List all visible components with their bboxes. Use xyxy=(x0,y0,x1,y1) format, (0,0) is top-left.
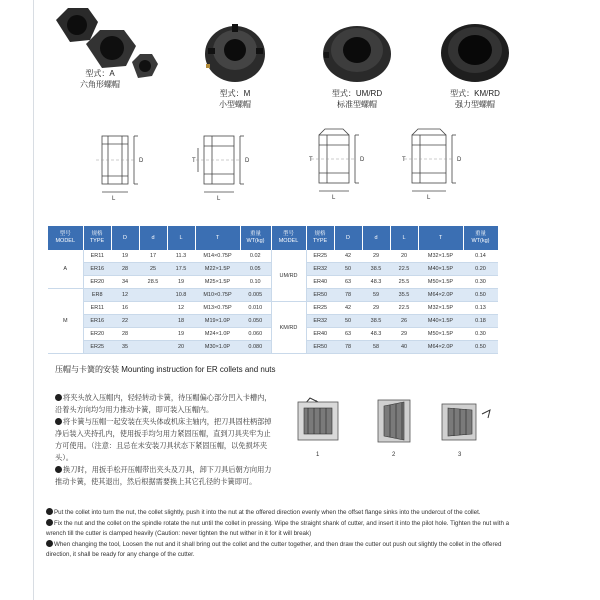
table-cell: 48.3 xyxy=(362,328,390,341)
table-cell: ER25 xyxy=(306,302,334,315)
table-cell: M30×1.0P xyxy=(195,341,240,354)
table-cell: 19 xyxy=(167,276,195,289)
en-step: When changing the tool, Loosen the nut and it shall bring out the collet and the cutter together, and then draw the cutter out push out slightly the collet in the offered direction, it shall be ready for any change of the cutter. xyxy=(46,540,502,559)
bullet-icon xyxy=(46,508,53,515)
table-cell: 63 xyxy=(334,328,362,341)
table-cell: 38.5 xyxy=(362,263,390,276)
dim-label-d: D xyxy=(457,157,462,163)
group-label-a: A xyxy=(48,250,83,289)
table-cell: 42 xyxy=(334,250,362,263)
mounting-instruction-title: 压帽与卡簧的安装 Mounting instruction for ER collets and nuts xyxy=(55,365,276,374)
spec-table xyxy=(48,226,499,354)
table-cell: 40 xyxy=(390,341,418,354)
table-cell: 35.5 xyxy=(390,289,418,302)
table-cell: ER16 xyxy=(83,263,111,276)
table-cell xyxy=(139,341,167,354)
header-weight: 重量 WT(kg) xyxy=(240,226,271,250)
table-cell: ER11 xyxy=(83,302,111,315)
table-cell: 0.10 xyxy=(240,276,271,289)
header-d-inner: d xyxy=(139,226,167,250)
table-cell: ER11 xyxy=(83,250,111,263)
en-step: Fix the nut and the collet on the spindle rotate the nut until the collet in pressing. Wipe the straight shank of cutter, and insert it into the pilot hole. Tighten the nut with a wrench till the cutter is clamped heavily (Caution: never tighten the nut wither in it for it will break) xyxy=(46,519,510,538)
table-header-row xyxy=(48,226,498,250)
table-cell: 28 xyxy=(111,263,139,276)
table-cell: 0.30 xyxy=(463,276,498,289)
header-d-outer: D xyxy=(111,226,139,250)
drawing-type-m xyxy=(190,128,260,208)
table-cell: 28.5 xyxy=(139,276,167,289)
table-cell: 29 xyxy=(362,250,390,263)
table-cell: 28 xyxy=(111,328,139,341)
table-cell: 29 xyxy=(362,302,390,315)
chinese-instructions xyxy=(55,392,277,488)
table-cell: 0.060 xyxy=(240,328,271,341)
dim-label-l: L xyxy=(217,196,221,202)
dim-label-d: D xyxy=(360,157,365,163)
header-model: 型号 MODEL xyxy=(271,226,306,250)
table-cell: 0.050 xyxy=(240,315,271,328)
figure-number: 2 xyxy=(392,452,396,458)
bullet-icon xyxy=(46,519,53,526)
dim-label-l: L xyxy=(112,196,116,202)
table-cell: 22 xyxy=(111,315,139,328)
table-cell: 17 xyxy=(139,250,167,263)
product-name-label: 强力型螺帽 xyxy=(455,100,495,109)
table-cell: M40×1.5P xyxy=(418,315,463,328)
table-cell: M32×1.5P xyxy=(418,250,463,263)
table-cell: 78 xyxy=(334,341,362,354)
drawing-type-km-rd xyxy=(400,125,470,207)
dim-label-l: L xyxy=(427,195,431,201)
table-cell: ER25 xyxy=(83,341,111,354)
table-cell: 12 xyxy=(111,289,139,302)
table-cell: M13×0.75P xyxy=(195,302,240,315)
table-cell: M25×1.5P xyxy=(195,276,240,289)
mounting-figure-1 xyxy=(298,398,338,440)
group-label-km-rd: KM/RD xyxy=(271,302,306,354)
table-cell: 0.20 xyxy=(463,263,498,276)
product-name-label: 标准型螺帽 xyxy=(337,100,377,109)
table-cell: 0.05 xyxy=(240,263,271,276)
table-cell: M22×1.5P xyxy=(195,263,240,276)
table-cell: 0.02 xyxy=(240,250,271,263)
table-cell: M32×1.5P xyxy=(418,302,463,315)
table-cell: 38.5 xyxy=(362,315,390,328)
product-name-label: 六角形螺帽 xyxy=(80,80,120,89)
table-cell: 20 xyxy=(167,341,195,354)
table-cell: M50×1.5P xyxy=(418,328,463,341)
table-cell: 0.080 xyxy=(240,341,271,354)
table-cell xyxy=(139,328,167,341)
table-cell: 50 xyxy=(334,263,362,276)
table-cell: M10×0.75P xyxy=(195,289,240,302)
standard-nut-photo xyxy=(312,20,402,85)
table-cell: ER20 xyxy=(83,276,111,289)
table-cell: 50 xyxy=(334,315,362,328)
table-cell: 35 xyxy=(111,341,139,354)
table-cell: 26 xyxy=(390,315,418,328)
bullet-icon xyxy=(55,418,62,425)
drawing-type-a xyxy=(92,128,152,208)
product-type-label: 型式：M xyxy=(219,89,251,98)
table-cell: M64×2.0P xyxy=(418,289,463,302)
table-cell: 0.50 xyxy=(463,289,498,302)
table-cell: ER40 xyxy=(306,328,334,341)
table-cell: 19 xyxy=(111,250,139,263)
en-step: Put the collet into turn the nut, the collet slightly, push it into the nut at the offered direction evenly when the offset flange sinks into the undercut of the collet. xyxy=(46,508,526,519)
table-cell: 78 xyxy=(334,289,362,302)
table-cell xyxy=(139,302,167,315)
table-cell: 42 xyxy=(334,302,362,315)
table-cell: 25.5 xyxy=(390,276,418,289)
header-l: L xyxy=(167,226,195,250)
table-cell: 16 xyxy=(111,302,139,315)
drawing-type-um-rd xyxy=(305,125,375,207)
table-cell: ER32 xyxy=(306,315,334,328)
header-l: L xyxy=(390,226,418,250)
english-instructions xyxy=(46,508,526,561)
table-cell: 34 xyxy=(111,276,139,289)
table-cell: 0.50 xyxy=(463,341,498,354)
table-cell: 18 xyxy=(167,315,195,328)
table-cell: 19 xyxy=(167,328,195,341)
table-cell: ER8 xyxy=(83,289,111,302)
table-cell xyxy=(139,289,167,302)
dim-label-t: T xyxy=(309,157,313,163)
product-type-km-rd xyxy=(430,20,520,115)
header-weight: 重量 WT(kg) xyxy=(463,226,498,250)
table-cell: 17.5 xyxy=(167,263,195,276)
heavy-duty-nut-photo xyxy=(430,20,520,85)
product-type-a xyxy=(40,0,160,115)
table-cell: M14×0.75P xyxy=(195,250,240,263)
dim-label-t: T xyxy=(402,157,406,163)
table-cell xyxy=(139,315,167,328)
table-cell: 0.30 xyxy=(463,328,498,341)
header-d-outer: D xyxy=(334,226,362,250)
table-cell: M24×1.0P xyxy=(195,328,240,341)
table-cell: 25 xyxy=(139,263,167,276)
product-type-label: 型式：A xyxy=(85,69,115,78)
table-cell: 20 xyxy=(390,250,418,263)
group-label-um-rd: UM/RD xyxy=(271,250,306,302)
table-cell: M64×2.0P xyxy=(418,341,463,354)
cn-step: 将卡簧与压帽一起安装在夹头体或机床主轴内，把刀具固柱柄部掉净后装入夹持孔内，使用扳手均匀用力紧固压帽，直到刀具夹牢为止方可使用。（注意：且忌在未安装刀具状态下紧固压帽，以免损坏夹头）。 xyxy=(55,417,272,462)
product-type-m xyxy=(190,20,280,115)
product-type-um-rd xyxy=(312,20,402,115)
table-cell: 0.13 xyxy=(463,302,498,315)
dim-label-l: L xyxy=(332,195,336,201)
table-cell: 48.3 xyxy=(362,276,390,289)
product-type-label: 型式：KM/RD xyxy=(450,89,500,98)
product-type-label: 型式：UM/RD xyxy=(331,89,383,98)
table-cell: 0.18 xyxy=(463,315,498,328)
table-cell: 22.5 xyxy=(390,263,418,276)
table-cell: 58 xyxy=(362,341,390,354)
header-type: 规格 TYPE xyxy=(83,226,111,250)
table-cell: 29 xyxy=(390,328,418,341)
header-model: 型号 MODEL xyxy=(48,226,83,250)
table-cell: 12 xyxy=(167,302,195,315)
table-cell: 0.14 xyxy=(463,250,498,263)
table-row xyxy=(48,250,498,263)
bullet-icon xyxy=(55,394,62,401)
table-cell: 11.3 xyxy=(167,250,195,263)
cn-step: 将夹头放入压帽内，轻轻转动卡簧，待压帽偏心部分凹入卡槽内，沿着头方向均匀用力推动卡簧，即可装入压帽内。 xyxy=(55,393,272,414)
table-cell: ER16 xyxy=(83,315,111,328)
table-cell: ER50 xyxy=(306,289,334,302)
figure-number: 1 xyxy=(316,452,320,458)
bullet-icon xyxy=(46,540,53,547)
table-cell: ER25 xyxy=(306,250,334,263)
table-cell: 59 xyxy=(362,289,390,302)
table-cell: 10.8 xyxy=(167,289,195,302)
table-cell: ER40 xyxy=(306,276,334,289)
header-d-inner: d xyxy=(362,226,390,250)
figure-number: 3 xyxy=(458,452,462,458)
table-cell: ER32 xyxy=(306,263,334,276)
header-t: T xyxy=(418,226,463,250)
dim-label-t: T xyxy=(192,158,196,164)
mounting-figure-3 xyxy=(442,404,490,440)
table-cell: 22.5 xyxy=(390,302,418,315)
table-cell: ER20 xyxy=(83,328,111,341)
dim-label-d: D xyxy=(139,158,144,164)
mounting-figure-2 xyxy=(378,400,410,442)
table-row xyxy=(48,302,498,315)
table-cell: M40×1.5P xyxy=(418,263,463,276)
header-t: T xyxy=(195,226,240,250)
table-cell: 63 xyxy=(334,276,362,289)
table-cell: M19×1.0P xyxy=(195,315,240,328)
header-type: 规格 TYPE xyxy=(306,226,334,250)
dim-label-d: D xyxy=(245,158,250,164)
bullet-icon xyxy=(55,466,62,473)
table-cell: ER50 xyxy=(306,341,334,354)
page-margin-line xyxy=(33,0,34,600)
table-cell: M50×1.5P xyxy=(418,276,463,289)
product-name-label: 小型螺帽 xyxy=(219,100,251,109)
mounting-figures xyxy=(292,388,524,460)
table-cell: 0.010 xyxy=(240,302,271,315)
cn-step: 换刀时，用扳手松开压帽带出夹头及刀具，卸下刀具后朝方向用力推动卡簧，使其退出，然后根据需要换上其它孔径的卡簧即可。 xyxy=(55,465,272,486)
table-cell: 0.005 xyxy=(240,289,271,302)
group-label-m: M xyxy=(48,289,83,354)
small-nut-photo xyxy=(190,20,280,85)
